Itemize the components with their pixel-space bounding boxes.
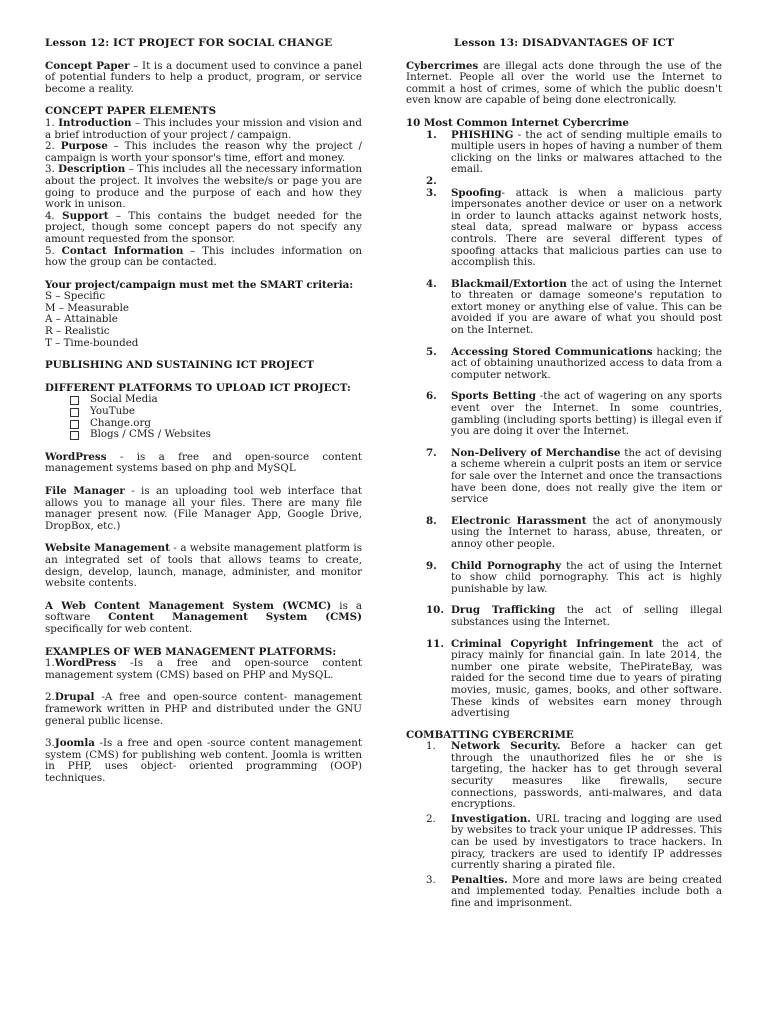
item-number: 1.	[426, 128, 437, 141]
smart-item: A – Attainable	[45, 313, 118, 326]
item-number: 2.	[45, 140, 61, 153]
item-text: – This includes the reason why the project / campaign is worth your sponsor's time, effort and money.	[45, 140, 362, 164]
item-number: 1.	[426, 740, 436, 753]
definition-text: – It is a document used to convince a panel of potential funders to help a product, program, or service become a reality.	[45, 59, 362, 95]
term: Blackmail/Extortion	[451, 277, 567, 290]
term: Electronic Harassment	[451, 514, 587, 527]
website-management-definition	[45, 543, 362, 589]
item-text: the act of selling illegal substances using the Internet.	[451, 604, 722, 628]
platform-label: Social Media	[90, 393, 158, 406]
term: Criminal Copyright Infringement	[451, 637, 654, 650]
definition-text: is a software	[45, 599, 363, 624]
list-item	[406, 188, 722, 269]
platform-label: YouTube	[90, 405, 135, 418]
checkbox-icon	[70, 408, 79, 417]
term: Description	[58, 163, 126, 176]
lesson-12-title: Lesson 12: ICT PROJECT FOR SOCIAL CHANGE	[45, 37, 333, 49]
checkbox-icon	[70, 396, 79, 405]
item-number: 11.	[426, 637, 444, 650]
smart-heading: Your project/campaign must met the SMART criteria:	[45, 278, 354, 291]
item-number: 5.	[45, 244, 62, 257]
item-text: -Is a free and open -source content management system (CMS) for publishing web content. Joomla is written in PHP, uses object- oriented programming (OOP) techniques.	[45, 737, 362, 784]
item-number: 4.	[426, 277, 437, 290]
examples-heading: EXAMPLES OF WEB MANAGEMENT PLATFORMS:	[45, 645, 337, 658]
item-text: the act of using the Internet to show child pornography. This act is highly punishable by law.	[451, 559, 722, 595]
item-number: 2.	[45, 691, 55, 704]
platforms-heading: DIFFERENT PLATFORMS TO UPLOAD ICT PROJECT:	[45, 381, 351, 394]
term: Accessing Stored Communications	[451, 345, 653, 358]
cybercrimes-definition	[406, 61, 722, 107]
left-column	[45, 38, 362, 795]
term: Non-Delivery of Merchandise	[451, 446, 621, 459]
definition-text: - is an uploading tool web interface that allows you to manage all your files. There are many file manager present now. (File Manager App, Google Drive, DropBox, etc.)	[45, 485, 362, 532]
checkbox-icon	[70, 431, 79, 440]
combatting-list	[406, 741, 722, 909]
smart-item: T – Time-bounded	[45, 336, 139, 349]
cybercrime-list	[406, 130, 722, 720]
term: Sports Betting	[451, 390, 536, 403]
list-item	[406, 605, 722, 628]
item-text: the act of using the Internet to threaten or damage someone's reputation to extort money or anything else of value. This can be avoided if you are aware of what you should post on the Internet.	[451, 277, 722, 337]
item-number: 2.	[426, 812, 436, 825]
platforms-list	[45, 394, 362, 440]
example-item	[45, 738, 362, 784]
platform-label: Change.org	[90, 416, 151, 429]
term: Investigation.	[451, 812, 531, 825]
list-item	[406, 516, 722, 551]
smart-list	[45, 291, 362, 349]
checkbox-icon	[70, 420, 79, 429]
item-number: 6.	[426, 390, 437, 403]
item-text: -A free and open-source content- management framework written in PHP and distributed under the GNU general public license.	[45, 691, 362, 727]
item-number: 8.	[426, 514, 437, 527]
item-number: 3.	[426, 186, 437, 199]
definition-text: are illegal acts done through the use of the Internet. People all over the world use the Internet to commit a host of crimes, some of which the public doesn't even know are capable of being done electronically.	[406, 59, 722, 107]
platform-label: Blogs / CMS / Websites	[90, 428, 211, 441]
list-item	[406, 448, 722, 506]
list-item	[406, 561, 722, 596]
list-item	[406, 391, 722, 437]
list-item	[406, 741, 722, 811]
definition-text: specifically for web content.	[45, 622, 193, 635]
elements-list	[45, 118, 362, 269]
publishing-heading: PUBLISHING AND SUSTAINING ICT PROJECT	[45, 359, 315, 372]
term: PHISHING	[451, 128, 514, 141]
term: Concept Paper	[45, 59, 130, 72]
smart-item: S – Specific	[45, 290, 106, 303]
item-number: 10.	[426, 604, 444, 617]
item-text: – This contains the budget needed for the project, though some concept papers do not specify any amount requested from the sponsor.	[45, 209, 362, 245]
item-text: -Is a free and open-source content management system (CMS) based on PHP and MySQL.	[45, 657, 362, 681]
term: Drupal	[54, 691, 95, 704]
term: Drug Trafficking	[451, 604, 556, 617]
element-item	[45, 211, 362, 246]
term: Support	[62, 209, 109, 222]
item-number: 4.	[45, 209, 63, 222]
element-item	[45, 118, 362, 141]
list-item	[70, 429, 362, 441]
list-item	[406, 347, 722, 382]
item-text: – This includes all the necessary information about the project. It involves the website/s or page you are going to produce and the purpose of each and how they work in unison.	[45, 163, 362, 211]
item-number: 3.	[45, 163, 59, 176]
item-text: URL tracing and logging are used by websites to track your unique IP addresses. This can be used by investigators to trace hackers. In piracy, trackers are used to identify IP addresses currently sharing a pirated file.	[451, 812, 722, 872]
item-number: 3.	[45, 737, 55, 750]
item-text: More and more laws are being created and implemented today. Penalties include both a fine and imprisonment.	[451, 873, 722, 909]
term: Network Security.	[451, 740, 561, 753]
concept-paper-definition	[45, 61, 362, 96]
term: Introduction	[58, 116, 132, 129]
term: Penalties.	[451, 873, 508, 886]
element-item	[45, 246, 362, 269]
wordpress-definition	[45, 452, 362, 475]
smart-item: R – Realistic	[45, 325, 110, 338]
item-number: 2.	[426, 174, 437, 187]
term: Child Pornography	[451, 559, 562, 572]
term: A Web Content Management System (WCMC)	[45, 599, 332, 612]
item-number: 3.	[426, 873, 436, 886]
list-item	[406, 814, 722, 872]
combatting-heading: COMBATTING CYBERCRIME	[406, 728, 574, 741]
smart-item: M – Measurable	[45, 301, 129, 314]
term: Website Management	[45, 542, 170, 555]
right-column	[406, 38, 722, 913]
item-text: - attack is when a malicious party impersonates another device or user on a network in order to launch attacks against network hosts, steal data, spread malware or bypass access controls. There are several different types of spoofing attacks that malicious parties can use to accomplish this.	[451, 186, 722, 269]
term: Contact Information	[61, 244, 184, 257]
term: Spoofing	[451, 186, 502, 199]
item-text: the act of anonymously using the Internet to harass, abuse, threaten, or annoy other people.	[451, 514, 722, 550]
list-item	[406, 130, 722, 176]
term: File Manager	[45, 485, 125, 497]
item-number: 5.	[426, 345, 437, 358]
element-item	[45, 141, 362, 164]
item-number: 7.	[426, 446, 437, 459]
item-text: the act of piracy mainly for financial gain. In late 2014, the number one pirate website, ThePirateBay, was raided for the second time due to years of pirating movies, music, games, books, and other software. These kinds of websites earn money through advertising	[451, 637, 722, 720]
list-item	[406, 639, 722, 720]
term: Purpose	[60, 140, 108, 153]
item-text: – This includes information on how the group can be contacted.	[45, 244, 363, 269]
item-text: - the act of sending multiple emails to multiple users in hopes of having a number of them clicking on the links or malwares attached to the email.	[451, 128, 722, 176]
lesson-13-title: Lesson 13: DISADVANTAGES OF ICT	[453, 37, 675, 49]
item-text: -the act of wagering on any sports event over the Internet. In some countries, gambling (including sports betting) is illegal even if you are doing it over the Internet.	[451, 390, 722, 438]
item-number: 9.	[426, 559, 437, 572]
element-item	[45, 164, 362, 210]
elements-heading: CONCEPT PAPER ELEMENTS	[45, 105, 217, 118]
term: Joomla	[54, 737, 95, 750]
list-item	[406, 875, 722, 910]
item-text: – This includes your mission and vision and a brief introduction of your project / campaign.	[45, 116, 362, 141]
term: Cybercrimes	[406, 59, 479, 72]
file-manager-definition	[45, 486, 362, 532]
definition-text: - a website management platform is an integrated set of tools that allows teams to create, design, develop, launch, manage, administer, and monitor website contents.	[45, 542, 362, 590]
term: WordPress	[54, 657, 117, 670]
item-text: hacking; the act of obtaining unauthorized access to data from a computer network.	[451, 345, 722, 381]
definition-text: - is a free and open-source content management systems based on php and MySQL	[45, 450, 362, 475]
wcms-definition	[45, 601, 362, 636]
term: WordPress	[45, 450, 107, 463]
item-number: 1.	[45, 116, 59, 129]
term: Content Management System (CMS)	[108, 611, 362, 624]
list-item	[406, 279, 722, 337]
item-number: 1.	[45, 657, 55, 670]
example-item	[45, 692, 362, 727]
example-item	[45, 658, 362, 681]
item-text: Before a hacker can get through the unauthorized files he or she is targeting, the hacker has to get through several security measures like firewalls, secure connections, passwords, anti-malwares, and data encryptions.	[451, 740, 722, 811]
top10-heading: 10 Most Common Internet Cybercrime	[406, 116, 629, 129]
item-text: the act of devising a scheme wherein a culprit posts an item or service for sale over the Internet and once the transactions have been done, does not really give the item or service	[451, 446, 722, 506]
